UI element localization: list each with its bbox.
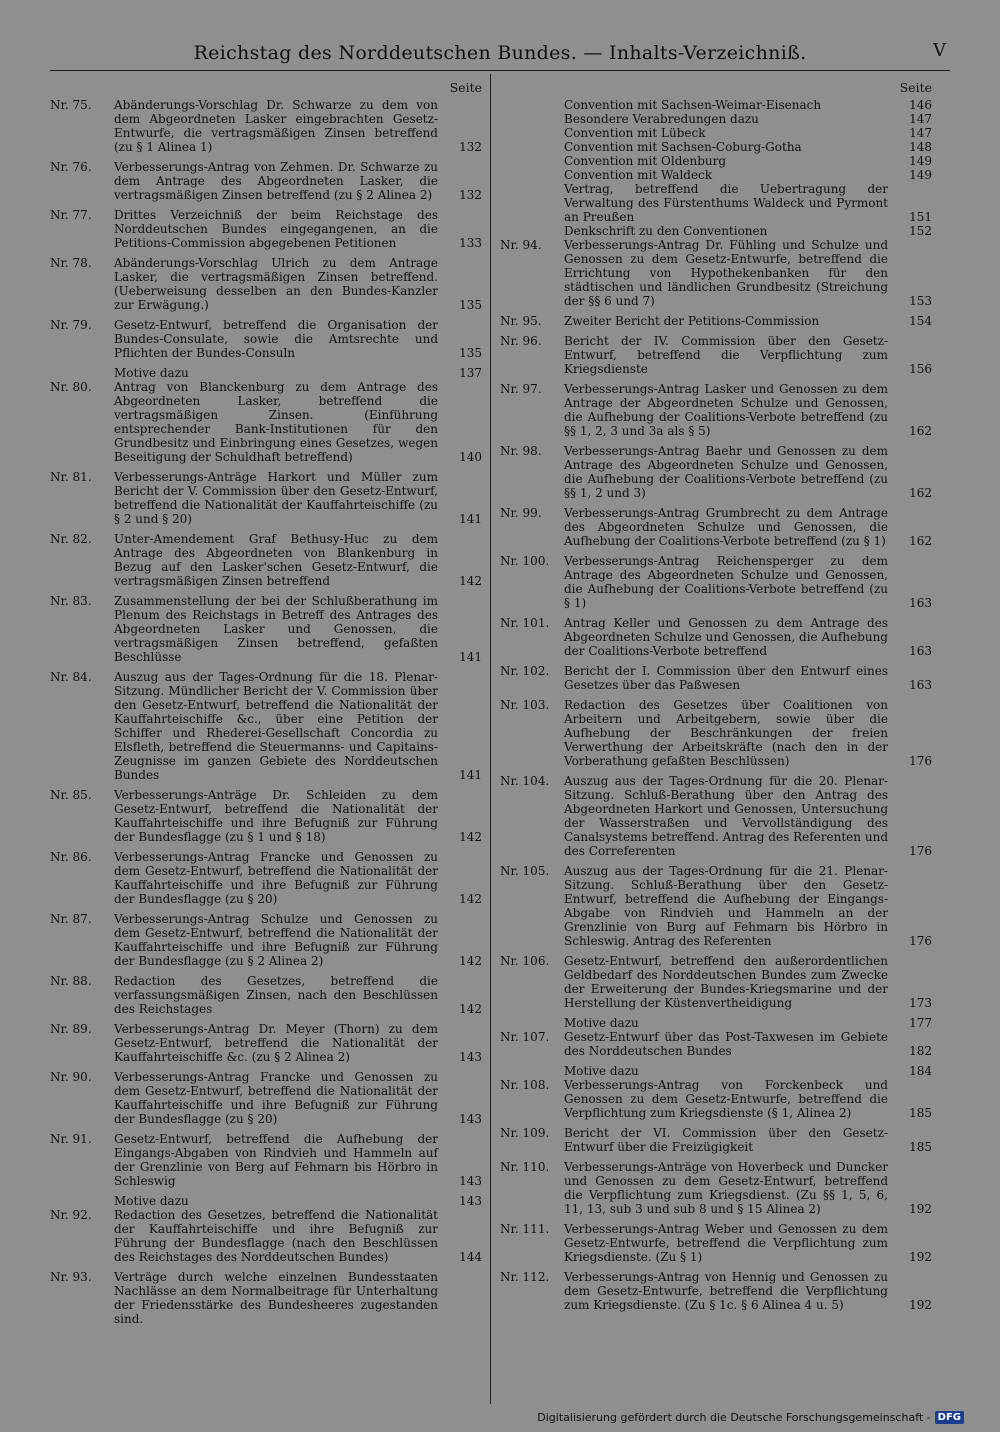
toc-entry [50, 208, 482, 250]
entry-page: 162 [909, 486, 932, 500]
entry-page: 185 [909, 1106, 932, 1120]
entry-page: 144 [459, 1250, 482, 1264]
toc-entry [500, 444, 932, 500]
entry-title: Redaction des Gesetzes, betreffend die Nationalität der Kauffahrteischiffe und ihre Befugniß zur Führung der Bundesflagge (nach den Beschlüssen des Reichstages des Norddeutschen Bundes) [114, 1208, 438, 1264]
toc-entry [50, 98, 482, 154]
entry-number: Nr. 76. [50, 160, 92, 174]
entry-number: Nr. 100. [500, 554, 550, 568]
entry-number: Nr. 82. [50, 532, 92, 546]
entry-title: Antrag Keller und Genossen zu dem Antrage des Abgeordneten Schulze und Genossen, die Aufhebung der Coalitions-Verbote betreffend [564, 616, 888, 658]
entry-number: Nr. 103. [500, 698, 550, 712]
page-number: V [933, 40, 946, 61]
entry-title: Verbesserungs-Antrag von Zehmen. Dr. Schwarze zu dem Antrage des Abgeordneten Lasker, die vertragsmäßigen Zinsen betreffend (zu § 2 Alinea 2) [114, 160, 438, 202]
toc-entry [500, 1078, 932, 1120]
toc-entry [500, 1016, 932, 1030]
entry-title: Convention mit Oldenburg [564, 154, 727, 168]
toc-entry [500, 238, 932, 308]
entry-title: Verbesserungs-Antrag Reichensperger zu dem Antrage des Abgeordneten Schulze und Genossen, die Aufhebung der Coalitions-Verbote betreffend (zu § 1) [564, 554, 888, 610]
entry-title: Verbesserungs-Antrag Francke und Genossen zu dem Gesetz-Entwurf, betreffend die Nationalität der Kauffahrteischiffe und ihre Befugniß zur Führung der Bundesflagge (zu § 20) [114, 1070, 438, 1126]
entry-page: 142 [459, 892, 482, 906]
entry-page: 142 [459, 1002, 482, 1016]
toc-entry [500, 168, 932, 182]
entry-title: Vertrag, betreffend die Uebertragung der Verwaltung des Fürstenthums Waldeck und Pyrmont an Preußen [564, 182, 888, 224]
entry-title: Unter-Amendement Graf Bethusy-Huc zu dem Antrage des Abgeordneten von Blankenburg in Bezug auf den Lasker'schen Gesetz-Entwurf, die vertragsmäßigen Zinsen betreffend [114, 532, 438, 588]
entry-page: 192 [909, 1202, 932, 1216]
entry-title: Verbesserungs-Antrag von Forckenbeck und Genossen zu dem Gesetz-Entwurfe, betreffend die Verpflichtung zum Kriegsdienste (§ 1, Alinea 2) [564, 1078, 888, 1120]
column-divider [490, 74, 491, 1404]
entry-page: 163 [909, 596, 932, 610]
entry-title: Auszug aus der Tages-Ordnung für die 18. Plenar-Sitzung. Mündlicher Bericht der V. Commission über den Gesetz-Entwurf, betreffend die Nationalität der Kauffahrteischiffe &c., über eine Petition der Schiffer und Rhederei-Gesellschaft Concordia zu Elsfleth, betreffend die Steuermanns- und Capitains-Zeugnisse im ganzen Gebiete des Norddeutschen Bundes [114, 670, 438, 782]
entry-page: 147 [909, 126, 932, 140]
toc-entry [500, 698, 932, 768]
entry-title: Abänderungs-Vorschlag Ulrich zu dem Antrage Lasker, die vertragsmäßigen Zinsen betreffend. (Ueberweisung desselben an den Bundes-Kanzler zur Erwägung.) [114, 256, 438, 312]
entry-page: 153 [909, 294, 932, 308]
entry-number: Nr. 98. [500, 444, 542, 458]
entry-title: Redaction des Gesetzes über Coalitionen von Arbeitern und Arbeitgebern, sowie über die Aufhebung der Beschränkungen der freien Verwerthung der Arbeitskräfte (nach den in der Vorberathung gefaßten Beschlüssen) [564, 698, 888, 768]
entry-title: Verbesserungs-Antrag Weber und Genossen zu dem Gesetz-Entwurfe, betreffend die Verpflichtung zum Kriegsdienste. (Zu § 1) [564, 1222, 888, 1264]
entry-title: Verbesserungs-Antrag Dr. Meyer (Thorn) zu dem Gesetz-Entwurf, betreffend die Nationalität der Kauffahrteischiffe &c. (zu § 2 Alinea 2) [114, 1022, 438, 1064]
toc-entry [50, 594, 482, 664]
page-header [50, 30, 950, 71]
toc-entry [500, 774, 932, 858]
entry-page: 141 [459, 768, 482, 782]
entry-title: Bericht der VI. Commission über den Gesetz-Entwurf über die Freizügigkeit [564, 1126, 888, 1154]
entry-title: Convention mit Waldeck [564, 168, 713, 182]
toc-entry [500, 1222, 932, 1264]
entry-page: 135 [459, 298, 482, 312]
toc-entry [500, 140, 932, 154]
entry-number: Nr. 80. [50, 380, 92, 394]
entry-title: Gesetz-Entwurf über das Post-Taxwesen im Gebiete des Norddeutschen Bundes [564, 1030, 888, 1058]
entry-page: 192 [909, 1298, 932, 1312]
toc-entry [500, 554, 932, 610]
toc-entry [50, 256, 482, 312]
entry-title: Gesetz-Entwurf, betreffend die Organisation der Bundes-Consulate, sowie die Amtsrechte und Pflichten der Bundes-Consuln [114, 318, 438, 360]
entry-number: Nr. 87. [50, 912, 92, 926]
entry-page: 185 [909, 1140, 932, 1154]
entry-title: Gesetz-Entwurf, betreffend die Aufhebung der Eingangs-Abgaben von Rindvieh und Hammeln auf der Grenzlinie von Berg auf Fehmarn bis Hörbro in Schleswig [114, 1132, 438, 1188]
entry-title: Verbesserungs-Anträge von Hoverbeck und Duncker und Genossen zu dem Gesetz-Entwurf, betreffend die Verpflichtung zum Kriegsdienst. (Zu §§ 1, 5, 6, 11, 13, sub 3 und sub 8 und § 15 Alinea 2) [564, 1160, 888, 1216]
entry-page: 135 [459, 346, 482, 360]
entry-number: Nr. 77. [50, 208, 92, 222]
toc-entry [50, 670, 482, 782]
entry-page: 142 [459, 830, 482, 844]
dfg-logo-icon: DFG [935, 1411, 964, 1424]
entry-page: 151 [909, 210, 932, 224]
entry-number: Nr. 102. [500, 664, 550, 678]
entry-page: 133 [459, 236, 482, 250]
toc-entry [50, 912, 482, 968]
entry-number: Nr. 88. [50, 974, 92, 988]
toc-entry [50, 1270, 482, 1326]
toc-entry [500, 154, 932, 168]
toc-entry [50, 1194, 482, 1208]
toc-entry [500, 314, 932, 328]
entry-page: 141 [459, 650, 482, 664]
entry-page: 192 [909, 1250, 932, 1264]
entry-page: 140 [459, 450, 482, 464]
entry-page: 173 [909, 996, 932, 1010]
entry-title: Gesetz-Entwurf, betreffend den außerordentlichen Geldbedarf des Norddeutschen Bundes zum Zwecke der Erweiterung der Bundes-Kriegsmarine und der Herstellung der Küstenvertheidigung [564, 954, 888, 1010]
toc-entry [500, 112, 932, 126]
entry-title: Convention mit Lübeck [564, 126, 706, 140]
entry-page: 143 [459, 1050, 482, 1064]
entry-number: Nr. 101. [500, 616, 550, 630]
toc-entry [500, 1270, 932, 1312]
entry-title: Zweiter Bericht der Petitions-Commission [564, 314, 820, 328]
entry-number: Nr. 111. [500, 1222, 550, 1236]
toc-entry [500, 334, 932, 376]
entry-page: 142 [459, 574, 482, 588]
toc-entry [50, 160, 482, 202]
toc-entry [50, 380, 482, 464]
entry-title: Besondere Verabredungen dazu [564, 112, 759, 126]
entry-number: Nr. 108. [500, 1078, 550, 1092]
entry-page: 162 [909, 534, 932, 548]
toc-entry [500, 506, 932, 548]
toc-entry [500, 1030, 932, 1058]
entry-page: 163 [909, 644, 932, 658]
entry-title: Auszug aus der Tages-Ordnung für die 21. Plenar-Sitzung. Schluß-Berathung über den Gesetz-Entwurf, betreffend die Aufhebung der Eingangs-Abgabe von Rindvieh und Hammeln an der Grenzlinie von Burg auf Fehmarn bis Hörbro in Schleswig. Antrag des Referenten [564, 864, 888, 948]
entry-page: 148 [909, 140, 932, 154]
entry-title: Drittes Verzeichniß der beim Reichstage des Norddeutschen Bundes eingegangenen, an die Petitions-Commission abgegebenen Petitionen [114, 208, 438, 250]
entry-page: 143 [459, 1174, 482, 1188]
entry-page: 141 [459, 512, 482, 526]
toc-entry [500, 126, 932, 140]
entry-number: Nr. 96. [500, 334, 542, 348]
toc-entry [500, 864, 932, 948]
entry-title: Motive dazu [564, 1016, 639, 1030]
entry-number: Nr. 106. [500, 954, 550, 968]
entry-number: Nr. 78. [50, 256, 92, 270]
entry-page: 182 [909, 1044, 932, 1058]
entry-title: Verträge durch welche einzelnen Bundesstaaten Nachlässe an dem Normalbeitrage für Unterhaltung der Friedensstärke des Bundesheeres zugestanden sind. [114, 1270, 438, 1326]
entry-page: 149 [909, 154, 932, 168]
entry-number: Nr. 90. [50, 1070, 92, 1084]
toc-column-left [50, 80, 482, 1332]
entry-number: Nr. 99. [500, 506, 542, 520]
toc-entry [50, 1022, 482, 1064]
toc-column-right [500, 80, 932, 1318]
entry-page: 163 [909, 678, 932, 692]
entry-title: Motive dazu [114, 1194, 189, 1208]
toc-entry [500, 954, 932, 1010]
entry-page: 137 [459, 366, 482, 380]
entry-page: 132 [459, 140, 482, 154]
entry-page: 162 [909, 424, 932, 438]
toc-entry [500, 616, 932, 658]
entry-title: Denkschrift zu den Conventionen [564, 224, 768, 238]
toc-entry [500, 382, 932, 438]
entry-number: Nr. 94. [500, 238, 542, 252]
entry-number: Nr. 105. [500, 864, 550, 878]
entry-title: Bericht der IV. Commission über den Gesetz-Entwurf, betreffend die Verpflichtung zum Kriegsdienste [564, 334, 888, 376]
footer-text: Digitalisierung gefördert durch die Deutsche Forschungsgemeinschaft - [537, 1411, 931, 1424]
toc-entry [50, 470, 482, 526]
entry-title: Convention mit Sachsen-Coburg-Gotha [564, 140, 802, 154]
entry-number: Nr. 79. [50, 318, 92, 332]
entry-title: Abänderungs-Vorschlag Dr. Schwarze zu dem von dem Abgeordneten Lasker eingebrachten Gesetz-Entwurfe, die vertragsmäßigen Zinsen betreffend (zu § 1 Alinea 1) [114, 98, 438, 154]
entry-title: Verbesserungs-Antrag Lasker und Genossen zu dem Antrage der Abgeordneten Schulze und Genossen, die Aufhebung der Coalitions-Verbote betreffend (zu §§ 1, 2, 3 und 3a als § 5) [564, 382, 888, 438]
toc-entry [50, 532, 482, 588]
entry-number: Nr. 92. [50, 1208, 92, 1222]
entry-number: Nr. 112. [500, 1270, 550, 1284]
toc-entry [500, 98, 932, 112]
toc-entry [50, 974, 482, 1016]
entry-page: 156 [909, 362, 932, 376]
entry-title: Auszug aus der Tages-Ordnung für die 20. Plenar-Sitzung. Schluß-Berathung über den Antrag des Abgeordneten Harkort und Genossen, Untersuchung der Wasserstraßen und Vervollständigung des Canalsystems betreffend. Antrag des Referenten und des Correferenten [564, 774, 888, 858]
entry-page: 132 [459, 188, 482, 202]
toc-entry [500, 1126, 932, 1154]
digitization-footer [537, 1411, 964, 1424]
toc-entry [50, 788, 482, 844]
toc-entry [500, 664, 932, 692]
entry-page: 147 [909, 112, 932, 126]
entry-title: Verbesserungs-Antrag Schulze und Genossen zu dem Gesetz-Entwurf, betreffend die Nationalität der Kauffahrteischiffe und ihre Befugniß zur Führung der Bundesflagge (zu § 2 Alinea 2) [114, 912, 438, 968]
running-title: Reichstag des Norddeutschen Bundes. — Inhalts-Verzeichniß. [193, 42, 807, 64]
entry-number: Nr. 104. [500, 774, 550, 788]
toc-entry [50, 1208, 482, 1264]
entry-number: Nr. 109. [500, 1126, 550, 1140]
toc-entry [50, 318, 482, 360]
entry-number: Nr. 86. [50, 850, 92, 864]
entry-page: 176 [909, 934, 932, 948]
entry-title: Redaction des Gesetzes, betreffend die verfassungsmäßigen Zinsen, nach den Beschlüssen des Reichstages [114, 974, 438, 1016]
entry-number: Nr. 97. [500, 382, 542, 396]
entry-page: 142 [459, 954, 482, 968]
toc-entry [50, 366, 482, 380]
entry-title: Motive dazu [564, 1064, 639, 1078]
entry-number: Nr. 107. [500, 1030, 550, 1044]
entry-page: 152 [909, 224, 932, 238]
entry-number: Nr. 91. [50, 1132, 92, 1146]
seite-label: Seite [449, 80, 482, 95]
toc-entry [50, 850, 482, 906]
entry-title: Antrag von Blanckenburg zu dem Antrage des Abgeordneten Lasker, betreffend die vertragsmäßigen Zinsen. (Einführung entsprechender Bank-Institutionen für den Grundbesitz und Einbringung eines Gesetzes, wegen Beseitigung der Schuldhaft betreffend) [114, 380, 438, 464]
entry-title: Verbesserungs-Antrag Grumbrecht zu dem Antrage des Abgeordneten Schulze und Genossen, die Aufhebung der Coalitions-Verbote betreffend (zu § 1) [564, 506, 888, 548]
toc-entry [500, 224, 932, 238]
toc-entry [500, 1064, 932, 1078]
entry-number: Nr. 93. [50, 1270, 92, 1284]
entry-number: Nr. 89. [50, 1022, 92, 1036]
entry-number: Nr. 83. [50, 594, 92, 608]
toc-entry [500, 182, 932, 224]
entry-number: Nr. 84. [50, 670, 92, 684]
entry-title: Verbesserungs-Anträge Harkort und Müller zum Bericht der V. Commission über den Gesetz-Entwurf, betreffend die Nationalität der Kauffahrteischiffe (zu § 2 und § 20) [114, 470, 438, 526]
entry-page: 177 [909, 1016, 932, 1030]
toc-entry [50, 1070, 482, 1126]
entry-title: Bericht der I. Commission über den Entwurf eines Gesetzes über das Paßwesen [564, 664, 888, 692]
entry-page: 154 [909, 314, 932, 328]
entry-number: Nr. 75. [50, 98, 92, 112]
entry-page: 143 [459, 1112, 482, 1126]
entry-page: 176 [909, 844, 932, 858]
toc-entry [500, 1160, 932, 1216]
entry-title: Motive dazu [114, 366, 189, 380]
entry-number: Nr. 110. [500, 1160, 550, 1174]
entry-page: 176 [909, 754, 932, 768]
entry-number: Nr. 95. [500, 314, 542, 328]
entry-title: Convention mit Sachsen-Weimar-Eisenach [564, 98, 822, 112]
entry-title: Verbesserungs-Anträge Dr. Schleiden zu dem Gesetz-Entwurf, betreffend die Nationalität der Kauffahrteischiffe und ihre Befugniß zur Führung der Bundesflagge (zu § 1 und § 18) [114, 788, 438, 844]
entry-number: Nr. 81. [50, 470, 92, 484]
entry-title: Verbesserungs-Antrag Baehr und Genossen zu dem Antrage des Abgeordneten Schulze und Genossen, die Aufhebung der Coalitions-Verbote betreffend (zu §§ 1, 2 und 3) [564, 444, 888, 500]
seite-label: Seite [899, 80, 932, 95]
entry-title: Verbesserungs-Antrag Francke und Genossen zu dem Gesetz-Entwurf, betreffend die Nationalität der Kauffahrteischiffe und ihre Befugniß zur Führung der Bundesflagge (zu § 20) [114, 850, 438, 906]
entry-title: Verbesserungs-Antrag Dr. Fühling und Schulze und Genossen zu dem Gesetz-Entwurfe, betreffend die Errichtung von Hypothekenbanken für den städtischen und ländlichen Grundbesitz (Streichung der §§ 6 und 7) [564, 238, 888, 308]
entry-page: 146 [909, 98, 932, 112]
entry-title: Zusammenstellung der bei der Schlußberathung im Plenum des Reichstags in Betreff des Antrages des Abgeordneten Lasker und Genossen, die vertragsmäßigen Zinsen betreffend, gefaßten Beschlüsse [114, 594, 438, 664]
entry-page: 149 [909, 168, 932, 182]
entry-number: Nr. 85. [50, 788, 92, 802]
entry-title: Verbesserungs-Antrag von Hennig und Genossen zu dem Gesetz-Entwurfe, betreffend die Verpflichtung zum Kriegsdienste. (Zu § 1c. § 6 Alinea 4 u. 5) [564, 1270, 888, 1312]
entry-page: 143 [459, 1194, 482, 1208]
entry-page: 184 [909, 1064, 932, 1078]
toc-entry [50, 1132, 482, 1188]
